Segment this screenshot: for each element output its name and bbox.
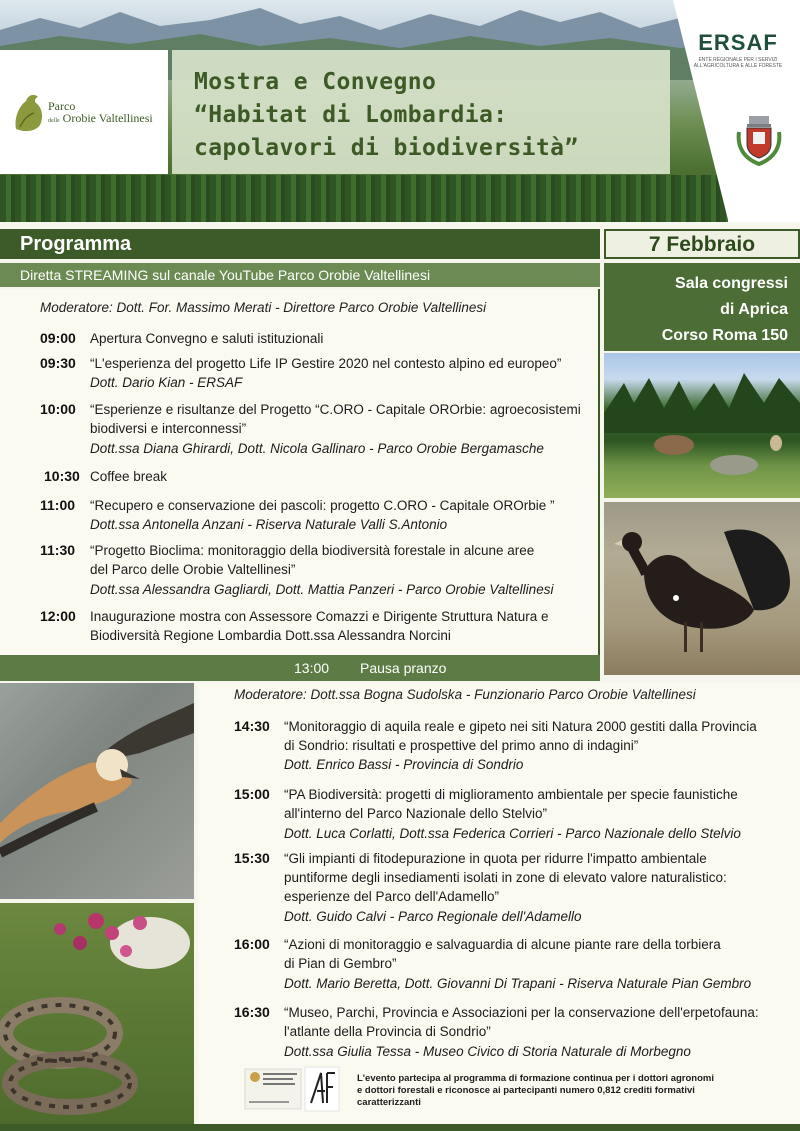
title-line-1: Mostra e Convegno <box>194 69 437 95</box>
program-heading: Programma <box>0 229 600 259</box>
schedule-title: “Recupero e conservazione dei pascoli: progetto C.ORO - Capitale OROrbie ” <box>90 498 555 513</box>
schedule-speaker: Dott.ssa Antonella Anzani - Riserva Naturale Valli S.Antonio <box>90 517 448 532</box>
schedule-speaker: Dott.ssa Giulia Tessa - Museo Civico di Storia Naturale di Morbegno <box>284 1044 691 1059</box>
ersaf-name: ERSAF <box>698 30 778 55</box>
schedule-title: Biodiversità Regione Lombardia Dott.ssa Alessandra Norcini <box>90 628 451 643</box>
schedule-title: “Museo, Parchi, Provincia e Associazioni per la conservazione dell'erpetofauna: <box>284 1005 759 1020</box>
venue-line-3: Corso Roma 150 <box>661 327 788 344</box>
bird-logo-icon <box>10 89 46 135</box>
schedule-speaker: Dott.ssa Alessandra Gagliardi, Dott. Mattia Panzeri - Parco Orobie Valtellinesi <box>90 582 554 597</box>
schedule-time: 09:30 <box>40 355 76 371</box>
note-line-1: L'evento partecipa al programma di formazione continua per i dottori agronomi <box>357 1073 714 1084</box>
accreditation-logos <box>243 1063 343 1119</box>
schedule-time: 15:00 <box>234 786 270 802</box>
lunch-label: Pausa pranzo <box>360 660 447 676</box>
note-line-3: caratterizzanti <box>357 1097 421 1108</box>
schedule-title: di Sondrio: risultati e prospettive del primo anno di indagini” <box>284 738 639 753</box>
title-line-2: “Habitat di Lombardia: <box>194 102 508 128</box>
schedule-title: biodiversi e interconnessi” <box>90 421 247 436</box>
forest-strip <box>0 175 740 222</box>
event-date: 7 Febbraio <box>604 229 800 259</box>
venue-line-1: Sala congressi <box>675 275 788 292</box>
schedule-speaker: Dott. Dario Kian - ERSAF <box>90 375 243 390</box>
schedule-title: “Azioni di monitoraggio e salvaguardia di alcune piante rare della torbiera <box>284 937 721 952</box>
pasture-cows-photo <box>604 353 800 498</box>
lunch-time: 13:00 <box>294 660 330 676</box>
schedule-title: Inaugurazione mostra con Assessore Comazzi e Dirigente Struttura Natura e <box>90 609 549 624</box>
schedule-title: Coffee break <box>90 469 168 484</box>
note-line-2: e dottori forestali e riconosce ai partecipanti numero 0,812 crediti formativi <box>357 1085 695 1096</box>
event-title <box>172 50 670 174</box>
schedule-time: 10:00 <box>40 401 76 417</box>
streaming-notice: Diretta STREAMING sul canale YouTube Parco Orobie Valtellinesi <box>0 263 600 287</box>
schedule-time: 14:30 <box>234 718 270 734</box>
bearded-vulture-photo <box>0 683 194 899</box>
schedule-time: 16:00 <box>234 936 270 952</box>
morning-session <box>0 289 600 655</box>
training-credits-note <box>357 1073 747 1109</box>
schedule-title: “Esperienze e risultanze del Progetto “C.ORO - Capitale OROrbie: agroecosistemi <box>90 402 581 417</box>
schedule-title: esperienze del Parco dell'Adamello” <box>284 889 499 904</box>
schedule-speaker: Dott. Mario Beretta, Dott. Giovanni Di Trapani - Riserva Naturale Pian Gembro <box>284 976 752 991</box>
schedule-title: del Parco delle Orobie Valtellinesi” <box>90 562 296 577</box>
title-line-3: capolavori di biodiversità” <box>194 135 579 161</box>
schedule-time: 12:00 <box>40 608 76 624</box>
schedule-time: 16:30 <box>234 1004 270 1020</box>
schedule-title: l'atlante della Provincia di Sondrio” <box>284 1024 491 1039</box>
park-logo-text: Parco delle Orobie Valtellinesi <box>48 99 153 125</box>
schedule-title: Apertura Convegno e saluti istituzionali <box>90 331 324 346</box>
morning-moderator: Moderatore: Dott. For. Massimo Merati - Direttore Parco Orobie Valtellinesi <box>40 300 487 315</box>
viper-flowers-photo <box>0 903 194 1131</box>
bottom-strip <box>0 1124 800 1131</box>
schedule-time: 11:30 <box>40 542 76 558</box>
capercaillie-photo <box>604 502 800 675</box>
afternoon-moderator: Moderatore: Dott.ssa Bogna Sudolska - Funzionario Parco Orobie Valtellinesi <box>234 687 696 702</box>
venue-line-2: di Aprica <box>720 301 788 318</box>
schedule-title: “Monitoraggio di aquila reale e gipeto nei siti Natura 2000 gestiti dalla Provincia <box>284 719 757 734</box>
schedule-speaker: Dott. Enrico Bassi - Provincia di Sondrio <box>284 757 524 772</box>
ersaf-logo <box>683 30 793 69</box>
schedule-time: 15:30 <box>234 850 270 866</box>
schedule-speaker: Dott. Luca Corlatti, Dott.ssa Federica Corrieri - Parco Nazionale dello Stelvio <box>284 826 741 841</box>
schedule-speaker: Dott. Guido Calvi - Parco Regionale dell'Adamello <box>284 909 582 924</box>
ersaf-subtitle: ENTE REGIONALE PER I SERVIZI ALL'AGRICOLTURA E ALLE FORESTE <box>693 57 783 69</box>
schedule-time: 09:00 <box>40 330 76 346</box>
schedule-title: puntiforme degli insediamenti isolati in zone di elevato valore naturalistico: <box>284 870 727 885</box>
schedule-title: “Gli impianti di fitodepurazione in quota per ridurre l'impatto ambientale <box>284 851 707 866</box>
schedule-speaker: Dott.ssa Diana Ghirardi, Dott. Nicola Gallinaro - Parco Orobie Bergamasche <box>90 441 544 456</box>
schedule-title: “L'esperienza del progetto Life IP Gestire 2020 nel contesto alpino ed europeo” <box>90 356 562 371</box>
schedule-title: all'interno del Parco Nazionale dello Stelvio” <box>284 806 547 821</box>
schedule-time: 11:00 <box>40 497 76 513</box>
schedule-time: 10:30 <box>44 468 80 484</box>
event-venue <box>604 263 800 351</box>
schedule-title: “Progetto Bioclima: monitoraggio della biodiversità forestale in alcune aree <box>90 543 535 558</box>
municipal-crest-icon <box>733 110 785 168</box>
schedule-title: “PA Biodiversità: progetti di miglioramento ambientale per specie faunistiche <box>284 787 738 802</box>
lunch-break-bar <box>0 655 600 681</box>
park-logo <box>0 50 168 174</box>
schedule-title: di Pian di Gembro” <box>284 956 397 971</box>
